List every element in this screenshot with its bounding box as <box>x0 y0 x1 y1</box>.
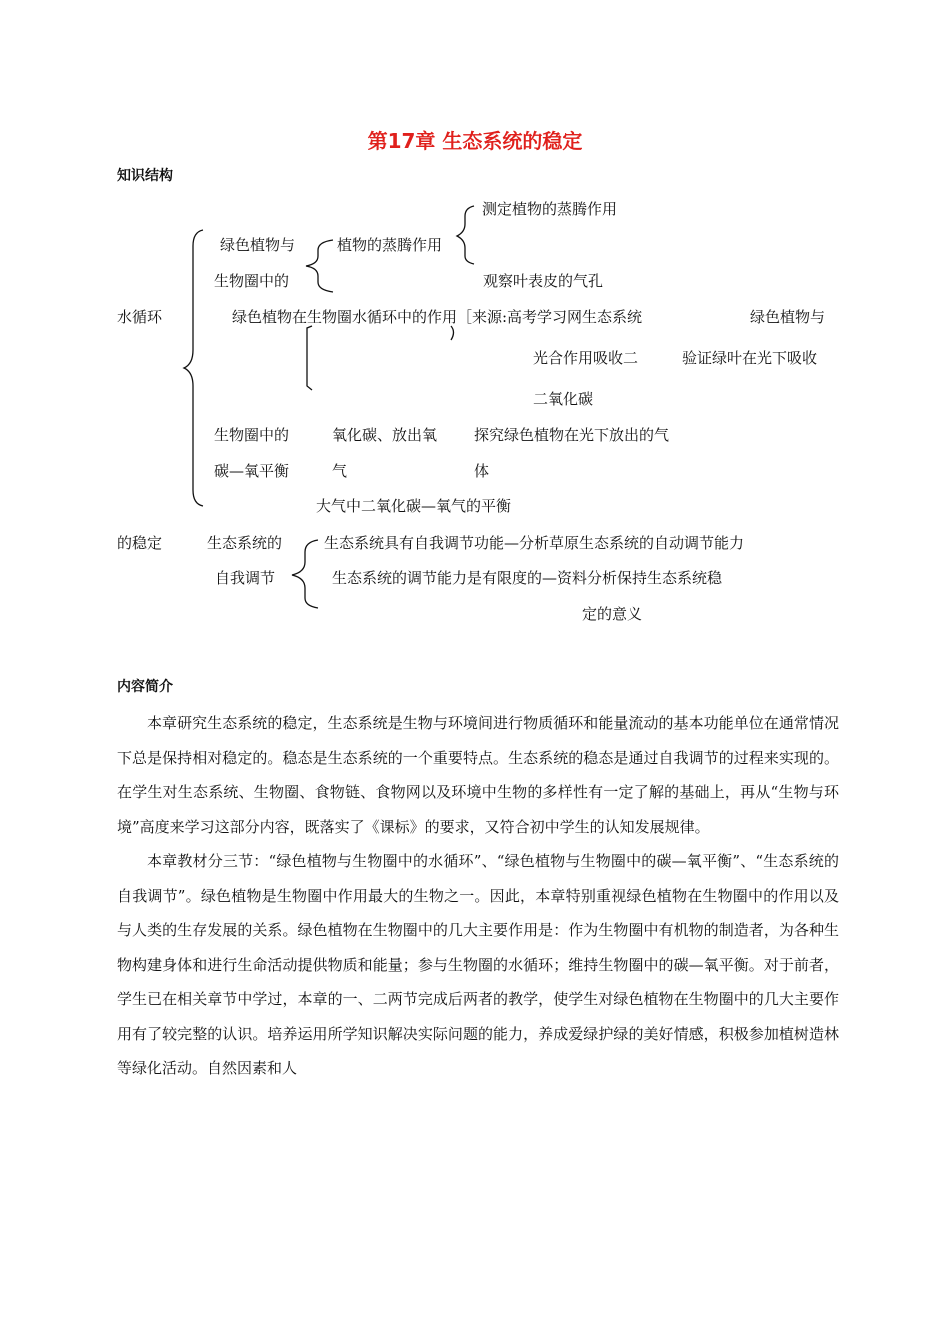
observe-stomata: 观察叶表皮的气孔 <box>483 272 604 290</box>
co2: 二氧化碳 <box>533 390 594 408</box>
big-brace <box>184 230 203 506</box>
carbon-sub-line1: 生物圈中的 <box>214 426 290 444</box>
water-sub-line1: 绿色植物与 <box>220 236 296 254</box>
oxygen-line1: 氧化碳、放出氧 <box>332 426 438 444</box>
brace-photosynthesis <box>451 326 454 340</box>
water-cycle-root: 水循环 <box>117 308 163 326</box>
intro-paragraph: 本章教材分三节：“绿色植物与生物圈中的水循环”、“绿色植物与生物圈中的碳—氧平衡”、“生态系统的自我调节”。绿色植物是生物圈中作用最大的生物之一。因此，本章特别重视绿色植物在生物圈中的作用以及与人类的生存发展的关系。绿色植物在生物圈中的几大主要作用是：作为生物圈中有机物的制造者，为各种生物构建身体和进行生命活动提供物质和能量；参与生物圈的水循环；维持生物圈中的碳—氧平衡。对于前者，学生已在相关章节中学过，本章的一、二两节完成后两者的教学，使学生对绿色植物在生物圈中的几大主要作用有了较完整的认识。培养运用所学知识解决实际问题的能力，养成爱绿护绿的美好情感，积极参加植树造林等绿化活动。自然因素和人 <box>117 852 839 1077</box>
carbon-sub-line2: 碳—氧平衡 <box>214 462 290 480</box>
brace-transpiration <box>457 206 474 264</box>
intro-heading: 内容简介 <box>117 679 173 695</box>
eco-sub-line1: 生态系统的 <box>207 534 283 552</box>
atmosphere-balance: 大气中二氧化碳—氧气的平衡 <box>316 497 512 515</box>
chapter-title: 第17章 生态系统的稳定 <box>367 129 583 153</box>
stability-root: 的稳定 <box>117 534 163 552</box>
brace-water <box>306 240 333 292</box>
brace-carbon <box>307 326 312 390</box>
verify-absorb: 验证绿叶在光下吸收 <box>682 349 818 367</box>
self-regulation-item2-cont: 定的意义 <box>582 605 643 623</box>
structure-heading: 知识结构 <box>117 168 173 184</box>
self-regulation-item1: 生态系统具有自我调节功能—分析草原生态系统的自动调节能力 <box>324 534 745 552</box>
water-sub-line2: 生物圈中的 <box>214 272 290 290</box>
measure-transpiration: 测定植物的蒸腾作用 <box>482 200 618 218</box>
water-cycle-row: 绿色植物在生物圈水循环中的作用［来源:高考学习网生态系统 <box>232 308 643 326</box>
explore-line2: 体 <box>474 462 490 480</box>
explore-line1: 探究绿色植物在光下放出的气 <box>474 426 670 444</box>
self-regulation-item2: 生态系统的调节能力是有限度的—资料分析保持生态系统稳 <box>332 569 723 587</box>
intro-paragraph: 本章研究生态系统的稳定，生态系统是生物与环境间进行物质循环和能量流动的基本功能单位在通常情况下总是保持相对稳定的。稳态是生态系统的一个重要特点。生态系统的稳态是通过自我调节的过程来实现的。在学生对生态系统、生物圈、食物链、食物网以及环境中生物的多样性有一定了解的基础上，再从“生物与环境”高度来学习这部分内容，既落实了《课标》的要求，又符合初中学生的认知发展规律。 <box>117 714 839 836</box>
oxygen-line2: 气 <box>332 462 348 480</box>
green-plants-right: 绿色植物与 <box>750 308 826 326</box>
intro-body <box>117 706 839 1086</box>
transpiration: 植物的蒸腾作用 <box>337 236 443 254</box>
eco-sub-line2: 自我调节 <box>215 569 276 587</box>
brace-stability <box>292 540 318 608</box>
photosynthesis-line1: 光合作用吸收二 <box>533 349 639 367</box>
